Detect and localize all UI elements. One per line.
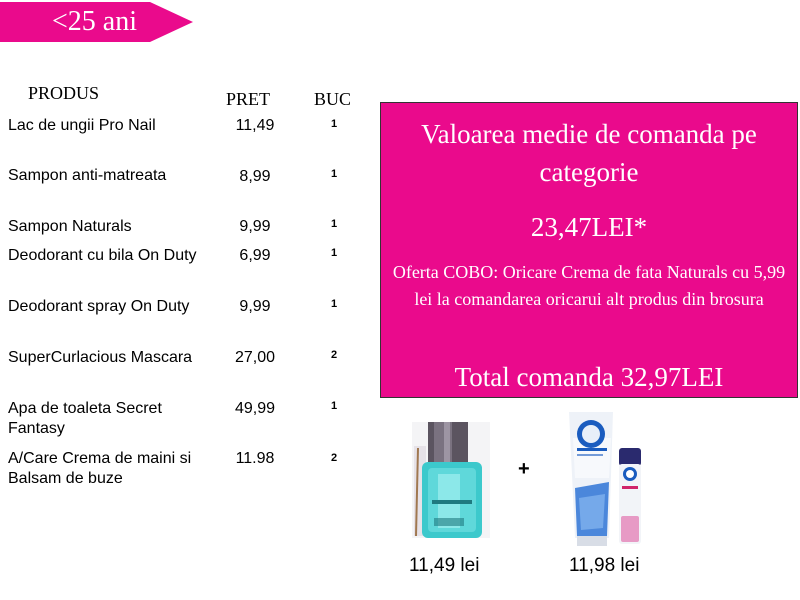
summary-average-value: 23,47LEI* (530, 212, 648, 242)
product-qty: 1 (330, 218, 338, 230)
product-qty: 1 (330, 247, 338, 259)
table-row (0, 348, 370, 398)
product-price: 6,99 (239, 247, 271, 264)
header-price: PRET (226, 89, 271, 109)
care-products-image (565, 408, 655, 548)
header-qty: BUC (314, 89, 352, 109)
product-name: Deodorant spray On Duty (8, 298, 190, 315)
product-name: Apa de toaleta Secret Fantasy (8, 400, 162, 437)
product-price: 11.98 (235, 450, 275, 467)
nail-polish-price: 11,49 lei (409, 555, 480, 576)
product-price: 27,00 (234, 349, 276, 366)
summary-title: Valoarea medie de comanda pe categorie (421, 119, 757, 187)
summary-offer-text: Oferta COBO: Oricare Crema de fata Naturals cu 5,99 lei la comandarea oricarui alt produs din brosura (392, 262, 786, 309)
plus-sign: + (518, 458, 530, 480)
product-price: 9,99 (239, 298, 271, 315)
product-name: Deodorant cu bila On Duty (8, 247, 197, 264)
product-price: 49,99 (234, 400, 276, 417)
product-qty: 1 (330, 400, 338, 412)
nail-polish-image (408, 418, 494, 542)
care-set-price: 11,98 lei (569, 555, 640, 576)
table-row (0, 297, 370, 347)
header-product: PRODUS (28, 83, 100, 103)
product-price: 11,49 (235, 117, 275, 134)
banner-label-wrap (0, 2, 193, 42)
product-name: A/Care Crema de maini si Balsam de buze (8, 450, 192, 487)
table-row (0, 116, 370, 166)
banner-label: <25 ani (52, 6, 137, 37)
product-price: 9,99 (239, 218, 271, 235)
product-price: 8,99 (239, 168, 271, 185)
table-row (0, 449, 370, 499)
product-name: SuperCurlacious Mascara (8, 349, 193, 366)
summary-total: Total comanda 32,97LEI (454, 362, 724, 392)
table-row (0, 246, 370, 296)
product-name: Sampon Naturals (8, 218, 132, 235)
product-name: Sampon anti-matreata (8, 167, 167, 184)
product-qty: 1 (330, 118, 338, 130)
age-banner (0, 0, 193, 44)
summary-box (380, 102, 798, 398)
product-qty: 1 (330, 168, 338, 180)
table-row (0, 399, 370, 449)
table-row (0, 166, 370, 216)
product-qty: 2 (330, 349, 338, 361)
product-qty: 2 (330, 452, 338, 464)
product-name: Lac de ungii Pro Nail (8, 117, 156, 134)
product-qty: 1 (330, 298, 338, 310)
